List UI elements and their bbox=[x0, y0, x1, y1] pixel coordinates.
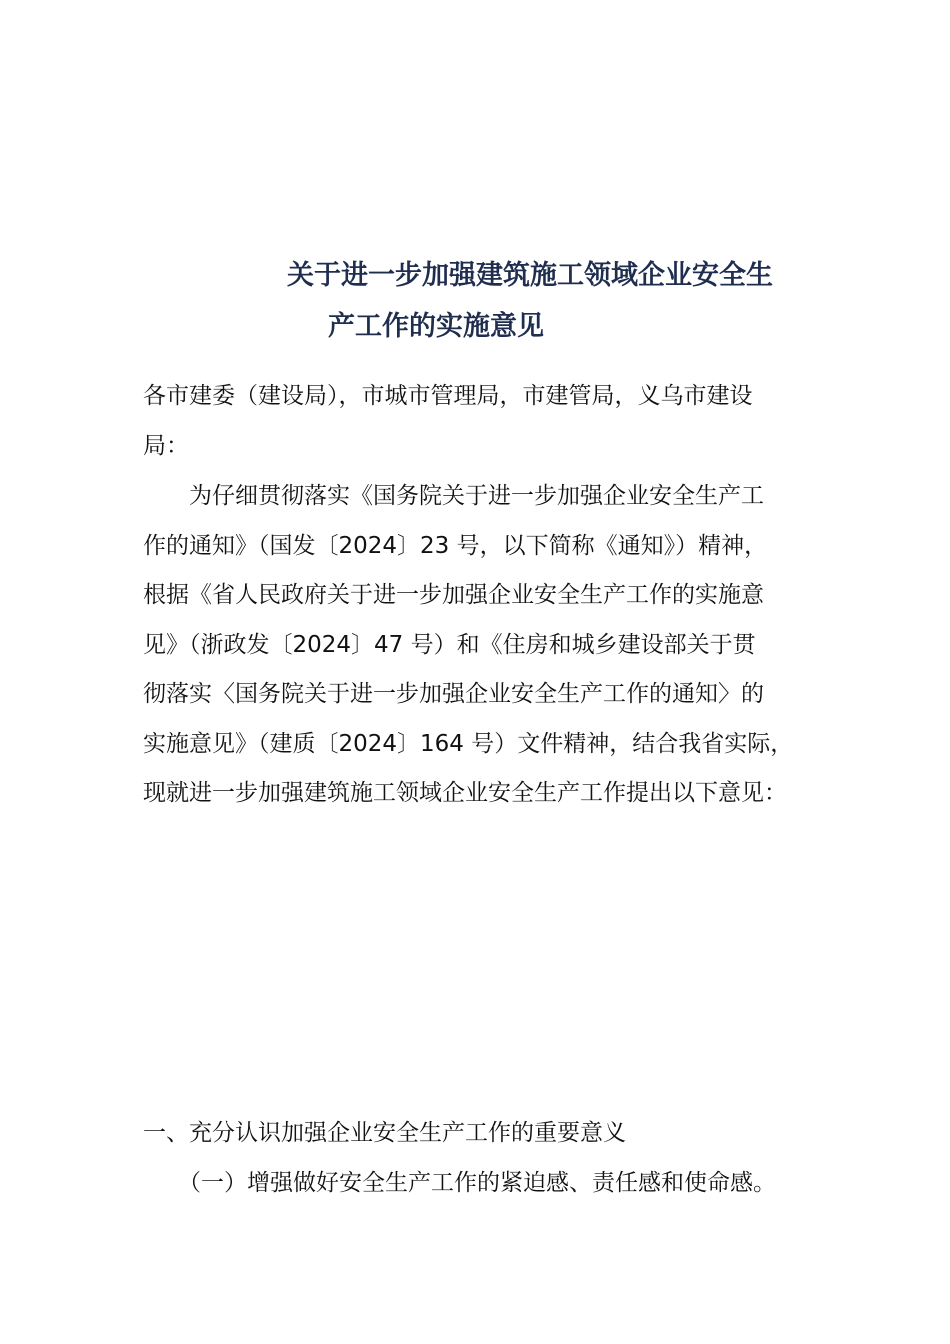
paragraph-line-1: 为仔细贯彻落实《国务院关于进一步加强企业安全生产工 bbox=[143, 483, 764, 509]
paragraph-line-4: 见》（浙政发〔2024〕47 号）和《住房和城乡建设部关于贯 bbox=[143, 631, 756, 658]
salutation-line-2: 局： bbox=[143, 432, 189, 459]
document-title-line-1: 关于进一步加强建筑施工领域企业安全生 bbox=[287, 260, 773, 291]
paragraph-line-5: 彻落实〈国务院关于进一步加强企业安全生产工作的通知〉的 bbox=[143, 681, 764, 707]
section-heading: 一、充分认识加强企业安全生产工作的重要意义 bbox=[143, 1120, 626, 1146]
intro-paragraph bbox=[143, 472, 833, 819]
salutation bbox=[143, 372, 833, 471]
subsection-heading: （一）增强做好安全生产工作的紧迫感、责任感和使命感。 bbox=[178, 1170, 776, 1196]
paragraph-line-7: 现就进一步加强建筑施工领域企业安全生产工作提出以下意见： bbox=[143, 780, 787, 806]
paragraph-line-6: 实施意见》（建质〔2024〕164 号）文件精神，结合我省实际， bbox=[143, 730, 794, 757]
salutation-line-1: 各市建委（建设局），市城市管理局，市建管局，义乌市建设 bbox=[143, 383, 753, 409]
paragraph-line-2: 作的通知》（国发〔2024〕23 号，以下简称《通知》）精神， bbox=[143, 532, 768, 559]
paragraph-line-3: 根据《省人民政府关于进一步加强企业安全生产工作的实施意 bbox=[143, 582, 764, 608]
document-title-line-2: 产工作的实施意见 bbox=[328, 311, 544, 342]
